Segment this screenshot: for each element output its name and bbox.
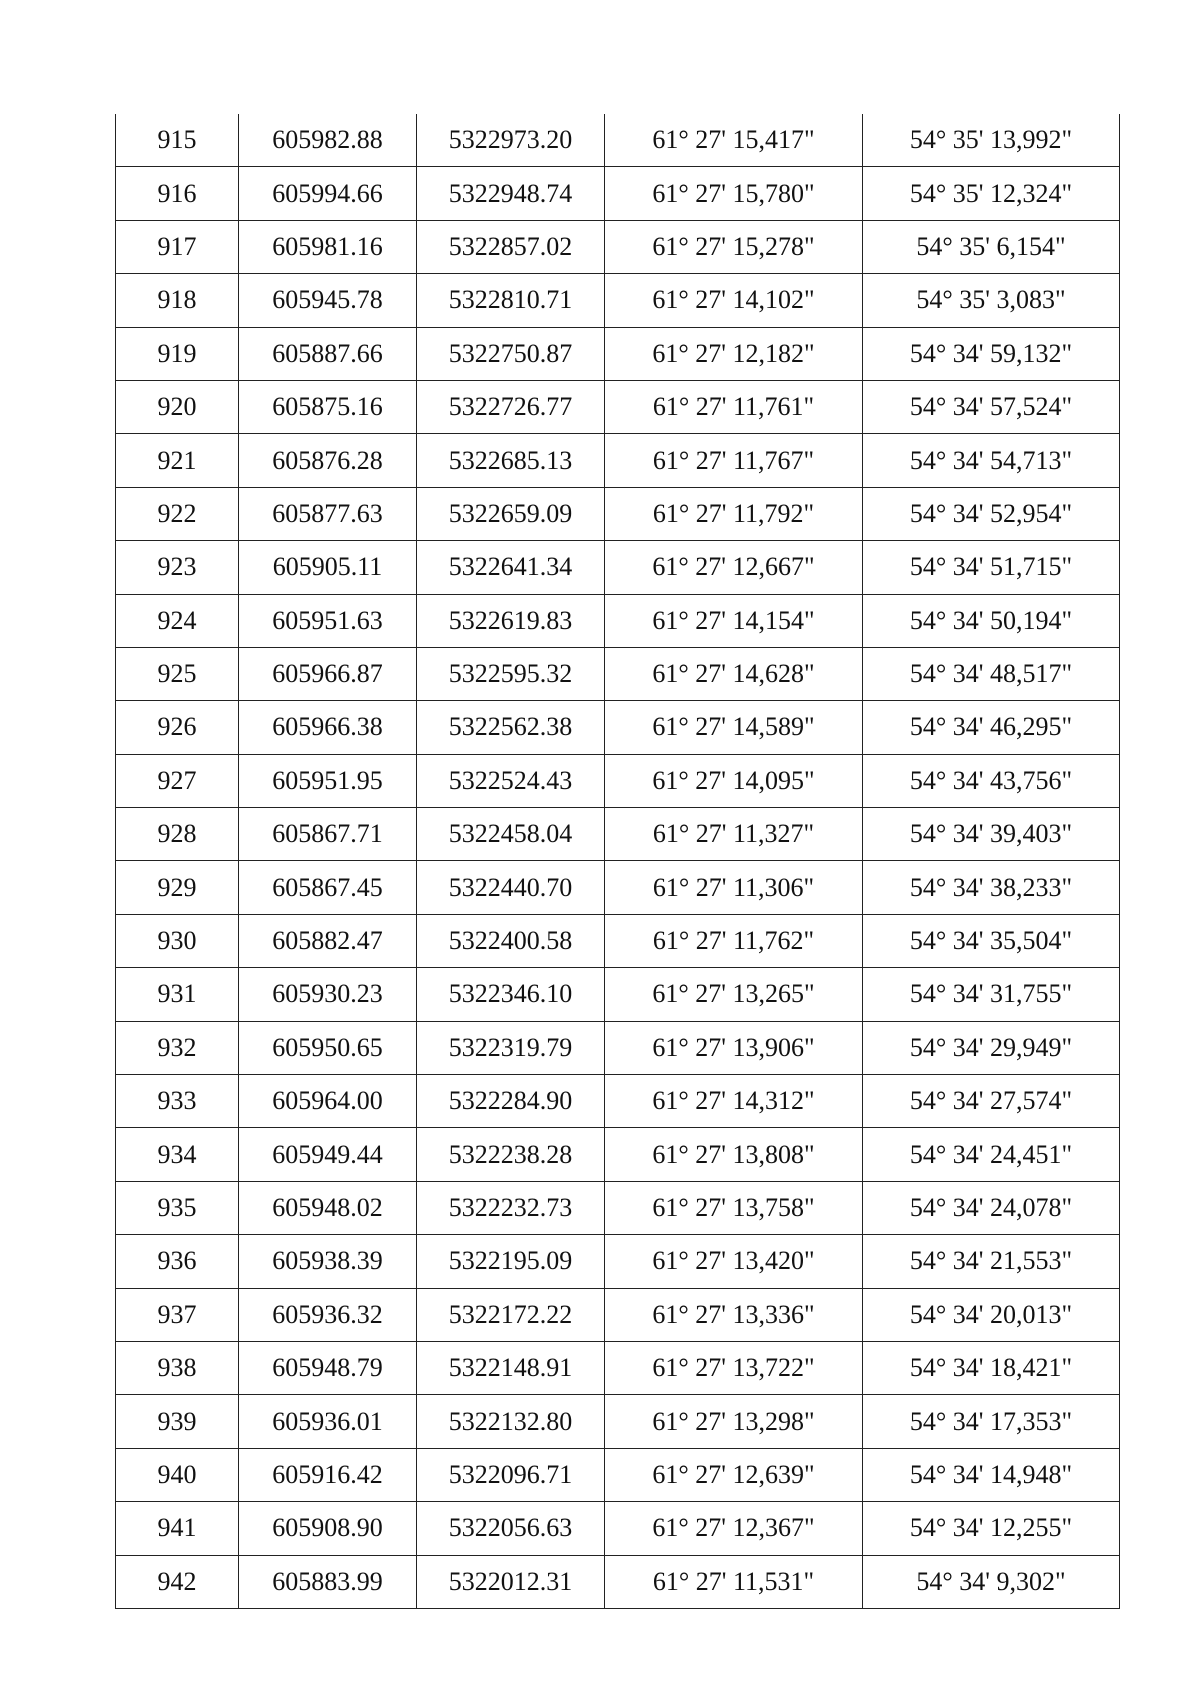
table-row xyxy=(116,1395,1120,1448)
latitude-cell: 54° 34' 31,755" xyxy=(863,968,1120,1021)
y-coordinate-cell: 5322319.79 xyxy=(417,1021,605,1074)
longitude-cell: 61° 27' 11,761" xyxy=(605,380,863,433)
longitude-cell: 61° 27' 15,278" xyxy=(605,220,863,273)
longitude-cell: 61° 27' 12,667" xyxy=(605,541,863,594)
table-row xyxy=(116,487,1120,540)
x-coordinate-cell: 605867.71 xyxy=(239,808,417,861)
table-row xyxy=(116,1288,1120,1341)
x-coordinate-cell: 605950.65 xyxy=(239,1021,417,1074)
point-number-cell: 915 xyxy=(116,114,239,167)
x-coordinate-cell: 605949.44 xyxy=(239,1128,417,1181)
y-coordinate-cell: 5322195.09 xyxy=(417,1235,605,1288)
latitude-cell: 54° 34' 39,403" xyxy=(863,808,1120,861)
point-number-cell: 920 xyxy=(116,380,239,433)
point-number-cell: 938 xyxy=(116,1341,239,1394)
latitude-cell: 54° 34' 24,078" xyxy=(863,1181,1120,1234)
x-coordinate-cell: 605948.02 xyxy=(239,1181,417,1234)
x-coordinate-cell: 605936.01 xyxy=(239,1395,417,1448)
x-coordinate-cell: 605908.90 xyxy=(239,1502,417,1555)
latitude-cell: 54° 35' 13,992" xyxy=(863,114,1120,167)
table-row xyxy=(116,114,1120,167)
longitude-cell: 61° 27' 13,722" xyxy=(605,1341,863,1394)
table-row xyxy=(116,1235,1120,1288)
x-coordinate-cell: 605948.79 xyxy=(239,1341,417,1394)
x-coordinate-cell: 605994.66 xyxy=(239,167,417,220)
y-coordinate-cell: 5322284.90 xyxy=(417,1075,605,1128)
table-row xyxy=(116,327,1120,380)
latitude-cell: 54° 34' 14,948" xyxy=(863,1448,1120,1501)
table-row xyxy=(116,861,1120,914)
point-number-cell: 942 xyxy=(116,1555,239,1608)
point-number-cell: 936 xyxy=(116,1235,239,1288)
x-coordinate-cell: 605964.00 xyxy=(239,1075,417,1128)
table-row xyxy=(116,914,1120,967)
x-coordinate-cell: 605883.99 xyxy=(239,1555,417,1608)
point-number-cell: 939 xyxy=(116,1395,239,1448)
point-number-cell: 924 xyxy=(116,594,239,647)
table-row xyxy=(116,434,1120,487)
longitude-cell: 61° 27' 11,531" xyxy=(605,1555,863,1608)
longitude-cell: 61° 27' 11,327" xyxy=(605,808,863,861)
latitude-cell: 54° 34' 17,353" xyxy=(863,1395,1120,1448)
table-row xyxy=(116,167,1120,220)
longitude-cell: 61° 27' 14,102" xyxy=(605,274,863,327)
longitude-cell: 61° 27' 12,367" xyxy=(605,1502,863,1555)
y-coordinate-cell: 5322641.34 xyxy=(417,541,605,594)
latitude-cell: 54° 34' 43,756" xyxy=(863,754,1120,807)
point-number-cell: 934 xyxy=(116,1128,239,1181)
point-number-cell: 931 xyxy=(116,968,239,1021)
y-coordinate-cell: 5322685.13 xyxy=(417,434,605,487)
longitude-cell: 61° 27' 14,095" xyxy=(605,754,863,807)
longitude-cell: 61° 27' 15,780" xyxy=(605,167,863,220)
longitude-cell: 61° 27' 13,265" xyxy=(605,968,863,1021)
x-coordinate-cell: 605867.45 xyxy=(239,861,417,914)
longitude-cell: 61° 27' 12,182" xyxy=(605,327,863,380)
y-coordinate-cell: 5322132.80 xyxy=(417,1395,605,1448)
point-number-cell: 929 xyxy=(116,861,239,914)
table-row xyxy=(116,1181,1120,1234)
table-row xyxy=(116,1021,1120,1074)
longitude-cell: 61° 27' 13,758" xyxy=(605,1181,863,1234)
y-coordinate-cell: 5322595.32 xyxy=(417,647,605,700)
table-row xyxy=(116,968,1120,1021)
table-row xyxy=(116,647,1120,700)
latitude-cell: 54° 34' 54,713" xyxy=(863,434,1120,487)
x-coordinate-cell: 605938.39 xyxy=(239,1235,417,1288)
x-coordinate-cell: 605966.87 xyxy=(239,647,417,700)
latitude-cell: 54° 34' 51,715" xyxy=(863,541,1120,594)
table-row xyxy=(116,754,1120,807)
point-number-cell: 922 xyxy=(116,487,239,540)
point-number-cell: 918 xyxy=(116,274,239,327)
longitude-cell: 61° 27' 12,639" xyxy=(605,1448,863,1501)
x-coordinate-cell: 605877.63 xyxy=(239,487,417,540)
point-number-cell: 917 xyxy=(116,220,239,273)
y-coordinate-cell: 5322948.74 xyxy=(417,167,605,220)
longitude-cell: 61° 27' 13,336" xyxy=(605,1288,863,1341)
table-row xyxy=(116,808,1120,861)
point-number-cell: 935 xyxy=(116,1181,239,1234)
y-coordinate-cell: 5322973.20 xyxy=(417,114,605,167)
table-row xyxy=(116,1502,1120,1555)
y-coordinate-cell: 5322750.87 xyxy=(417,327,605,380)
y-coordinate-cell: 5322726.77 xyxy=(417,380,605,433)
x-coordinate-cell: 605916.42 xyxy=(239,1448,417,1501)
longitude-cell: 61° 27' 14,589" xyxy=(605,701,863,754)
latitude-cell: 54° 34' 9,302" xyxy=(863,1555,1120,1608)
longitude-cell: 61° 27' 11,762" xyxy=(605,914,863,967)
table-row xyxy=(116,1555,1120,1608)
table-row xyxy=(116,1128,1120,1181)
point-number-cell: 921 xyxy=(116,434,239,487)
longitude-cell: 61° 27' 11,306" xyxy=(605,861,863,914)
table-row xyxy=(116,701,1120,754)
x-coordinate-cell: 605951.63 xyxy=(239,594,417,647)
point-number-cell: 933 xyxy=(116,1075,239,1128)
y-coordinate-cell: 5322659.09 xyxy=(417,487,605,540)
x-coordinate-cell: 605875.16 xyxy=(239,380,417,433)
table-row xyxy=(116,1075,1120,1128)
y-coordinate-cell: 5322810.71 xyxy=(417,274,605,327)
x-coordinate-cell: 605966.38 xyxy=(239,701,417,754)
latitude-cell: 54° 34' 12,255" xyxy=(863,1502,1120,1555)
x-coordinate-cell: 605951.95 xyxy=(239,754,417,807)
y-coordinate-cell: 5322458.04 xyxy=(417,808,605,861)
latitude-cell: 54° 34' 24,451" xyxy=(863,1128,1120,1181)
point-number-cell: 925 xyxy=(116,647,239,700)
table-row xyxy=(116,1448,1120,1501)
longitude-cell: 61° 27' 13,298" xyxy=(605,1395,863,1448)
y-coordinate-cell: 5322238.28 xyxy=(417,1128,605,1181)
y-coordinate-cell: 5322012.31 xyxy=(417,1555,605,1608)
x-coordinate-cell: 605982.88 xyxy=(239,114,417,167)
y-coordinate-cell: 5322400.58 xyxy=(417,914,605,967)
latitude-cell: 54° 34' 46,295" xyxy=(863,701,1120,754)
coordinates-table xyxy=(115,114,1120,1609)
latitude-cell: 54° 34' 48,517" xyxy=(863,647,1120,700)
point-number-cell: 940 xyxy=(116,1448,239,1501)
longitude-cell: 61° 27' 13,420" xyxy=(605,1235,863,1288)
x-coordinate-cell: 605981.16 xyxy=(239,220,417,273)
table-row xyxy=(116,541,1120,594)
latitude-cell: 54° 34' 21,553" xyxy=(863,1235,1120,1288)
latitude-cell: 54° 35' 3,083" xyxy=(863,274,1120,327)
x-coordinate-cell: 605936.32 xyxy=(239,1288,417,1341)
point-number-cell: 941 xyxy=(116,1502,239,1555)
latitude-cell: 54° 35' 6,154" xyxy=(863,220,1120,273)
point-number-cell: 916 xyxy=(116,167,239,220)
latitude-cell: 54° 34' 50,194" xyxy=(863,594,1120,647)
x-coordinate-cell: 605930.23 xyxy=(239,968,417,1021)
y-coordinate-cell: 5322619.83 xyxy=(417,594,605,647)
y-coordinate-cell: 5322172.22 xyxy=(417,1288,605,1341)
latitude-cell: 54° 34' 29,949" xyxy=(863,1021,1120,1074)
y-coordinate-cell: 5322346.10 xyxy=(417,968,605,1021)
longitude-cell: 61° 27' 11,767" xyxy=(605,434,863,487)
longitude-cell: 61° 27' 15,417" xyxy=(605,114,863,167)
y-coordinate-cell: 5322857.02 xyxy=(417,220,605,273)
y-coordinate-cell: 5322524.43 xyxy=(417,754,605,807)
x-coordinate-cell: 605887.66 xyxy=(239,327,417,380)
latitude-cell: 54° 34' 57,524" xyxy=(863,380,1120,433)
table-row xyxy=(116,1341,1120,1394)
latitude-cell: 54° 35' 12,324" xyxy=(863,167,1120,220)
x-coordinate-cell: 605945.78 xyxy=(239,274,417,327)
coordinates-table-body xyxy=(116,114,1120,1608)
y-coordinate-cell: 5322056.63 xyxy=(417,1502,605,1555)
point-number-cell: 927 xyxy=(116,754,239,807)
point-number-cell: 932 xyxy=(116,1021,239,1074)
table-row xyxy=(116,220,1120,273)
point-number-cell: 923 xyxy=(116,541,239,594)
y-coordinate-cell: 5322562.38 xyxy=(417,701,605,754)
longitude-cell: 61° 27' 14,154" xyxy=(605,594,863,647)
x-coordinate-cell: 605882.47 xyxy=(239,914,417,967)
latitude-cell: 54° 34' 27,574" xyxy=(863,1075,1120,1128)
longitude-cell: 61° 27' 13,906" xyxy=(605,1021,863,1074)
x-coordinate-cell: 605905.11 xyxy=(239,541,417,594)
point-number-cell: 919 xyxy=(116,327,239,380)
table-row xyxy=(116,380,1120,433)
longitude-cell: 61° 27' 14,312" xyxy=(605,1075,863,1128)
latitude-cell: 54° 34' 18,421" xyxy=(863,1341,1120,1394)
latitude-cell: 54° 34' 35,504" xyxy=(863,914,1120,967)
y-coordinate-cell: 5322148.91 xyxy=(417,1341,605,1394)
longitude-cell: 61° 27' 11,792" xyxy=(605,487,863,540)
point-number-cell: 937 xyxy=(116,1288,239,1341)
longitude-cell: 61° 27' 13,808" xyxy=(605,1128,863,1181)
latitude-cell: 54° 34' 20,013" xyxy=(863,1288,1120,1341)
latitude-cell: 54° 34' 59,132" xyxy=(863,327,1120,380)
y-coordinate-cell: 5322096.71 xyxy=(417,1448,605,1501)
point-number-cell: 930 xyxy=(116,914,239,967)
table-row xyxy=(116,274,1120,327)
table-row xyxy=(116,594,1120,647)
x-coordinate-cell: 605876.28 xyxy=(239,434,417,487)
point-number-cell: 928 xyxy=(116,808,239,861)
latitude-cell: 54° 34' 52,954" xyxy=(863,487,1120,540)
longitude-cell: 61° 27' 14,628" xyxy=(605,647,863,700)
latitude-cell: 54° 34' 38,233" xyxy=(863,861,1120,914)
point-number-cell: 926 xyxy=(116,701,239,754)
y-coordinate-cell: 5322232.73 xyxy=(417,1181,605,1234)
y-coordinate-cell: 5322440.70 xyxy=(417,861,605,914)
